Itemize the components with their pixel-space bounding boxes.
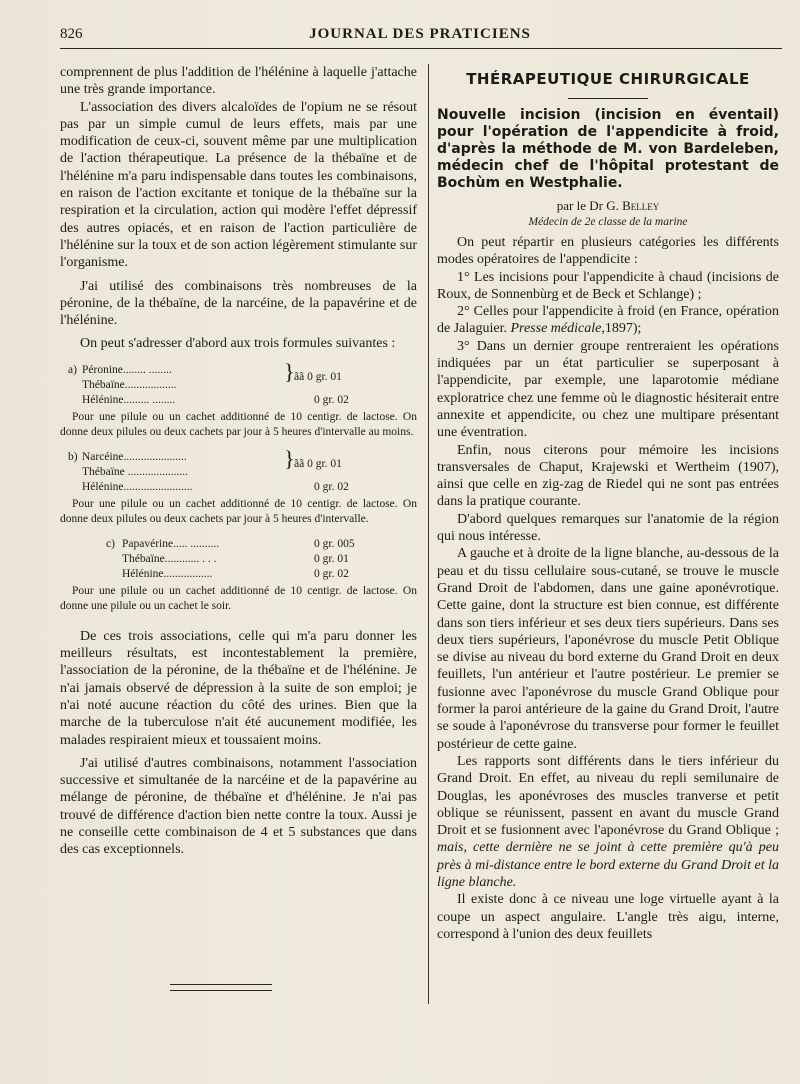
formula-a <box>60 358 417 440</box>
author-name: G. Belley <box>606 198 660 213</box>
ingredient: Hélénine........................ <box>82 480 193 493</box>
text: Les rapports sont différents dans le tiers inférieur du Grand Droit. En effet, au niveau du repli semilunaire de Douglas, les aponévroses des muscles tranverse et petit oblique se réunissent, passent en avant du muscle Grand Droit et se fusionnent avec l'aponévrose du Grand Oblique ; <box>437 753 779 839</box>
author-role: Médecin de 2e classe de la marine <box>528 216 688 228</box>
paragraph: comprennent de plus l'addition de l'hélénine à laquelle j'attache une très grande importance. <box>60 65 417 98</box>
paragraph: De ces trois associations, celle qui m'a paru donner les meilleurs résultats, est incontestablement la première, l'association de la péronine, de la thébaïne et de l'hélénine. Je n'ai jamais observé de dépression à la suite de son emploi; je n'ai noté aucune réaction du côté des urines. Bien que la marche de la tuberculose n'ait été aucunement modifiée, les malades respiraient mieux et toussaient moins. <box>60 628 417 748</box>
paragraph <box>437 303 779 338</box>
dose: 0 gr. 005 <box>314 537 355 550</box>
emphasis: mais, cette dernière ne se joint à cette première qu'à peu près à mi-distance entre le bord externe du Grand Droit et la ligne blanche. <box>437 840 779 890</box>
formula-note: Pour une pilule ou un cachet additionné de 10 centigr. de lactose. On donne une pilule ou un cachet le soir. <box>60 584 417 612</box>
paragraph: A gauche et à droite de la ligne blanche, au-dessous de la peau et du tissu cellulaire sous-cutané, se trouve le muscle Grand Droit de l'abdomen, dans une gaine aponévrotique. Cette gaine, dont la structure est bien connue, est différente dans son tiers inférieur et ses deux tiers supérieurs. Dans ses deux tiers supérieurs, l'aponévrose du muscle Petit Oblique se divise au niveau du bord externe du Grand Droit en deux feuillets, l'un antérieur et l'autre postérieur. Le premier se fusionne avec l'aponévrose du muscle Grand Oblique pour former la paroi antérieure de la gaine du Grand Droit, l'autre se soude à l'aponévrose du transverse pour former le feuillet postérieur de cette gaine. <box>437 546 779 752</box>
ingredient: Papavérine..... .......... <box>122 537 220 550</box>
formula-note: Pour une pilule ou un cachet additionné de 10 centigr. de lactose. On donne deux pilules ou deux cachets par jour à 5 heures d'intervalle au moins. <box>60 410 417 438</box>
left-column <box>60 64 417 859</box>
right-column <box>437 64 779 943</box>
ingredient: Hélénine......... ........ <box>82 393 176 406</box>
header-rule <box>60 48 782 49</box>
ingredient: Péronine........ ........ <box>82 363 172 376</box>
ingredient: Thébaïne.................. <box>82 378 177 391</box>
paragraph: J'ai utilisé d'autres combinaisons, notamment l'association successive et simultanée de la narcéine et de la papavérine au mélange de péronine, de thébaïne et d'hélénine. Je n'ai pas trouvé de différence d'action bien nette contre la toux. Aussi je ne conseille cette combinaison de 4 et 5 substances que dans des cas exceptionnels. <box>60 755 417 858</box>
section-heading: THÉRAPEUTIQUE CHIRURGICALE <box>466 70 750 88</box>
column-divider <box>428 64 429 1004</box>
dose: 0 gr. 02 <box>314 393 349 406</box>
dose: 0 gr. 02 <box>314 480 349 493</box>
byline <box>437 198 779 214</box>
paragraph: 1° Les incisions pour l'appendicite à chaud (incisions de Roux, de Sonnenbùrg et de Beck et Schlange) ; <box>437 269 779 302</box>
formula-label: a) <box>68 363 77 376</box>
end-rule <box>170 984 272 991</box>
paragraph: 3° Dans un dernier groupe rentreraient les opérations indiquées par un état particulier se superposant à l'appendicite, par exemple, une laparotomie médiane exploratrice chez une femme où le diagnostic hésiterait entre annexite et appendicite, ou chez une multipare présentant une éventration. <box>437 338 779 441</box>
formula-note: Pour une pilule ou un cachet additionné de 10 centigr. de lactose. On donne deux pilules ou deux cachets par jour à 5 heures d'intervalle. <box>60 497 417 525</box>
formula-b <box>60 445 417 527</box>
formula-label: b) <box>68 450 78 463</box>
journal-title: JOURNAL DES PRATICIENS <box>309 26 531 42</box>
byline-prefix: par le Dr <box>556 198 603 213</box>
ingredient: Thébaïne ..................... <box>82 465 189 478</box>
paragraph: On peut s'adresser d'abord aux trois formules suivantes : <box>80 336 396 352</box>
citation: Presse médicale <box>510 321 602 337</box>
paragraph <box>437 753 779 891</box>
page-number: 826 <box>60 26 83 42</box>
ingredient: Thébaïne............ . . . <box>122 552 217 565</box>
formula-c <box>60 537 417 614</box>
paragraph: L'association des divers alcaloïdes de l'opium ne se résout pas par un simple cumul de leurs effets, mais par une modification de ceux-ci, souvent même par une multiplication de l'action thérapeutique. La présence de la thébaïne et de l'hélénine m'a paru indispensable dans toutes les combinaisons, en raison de l'action excitante et tonique de la thébaïne sur la respiration et la circulation, action qui modère l'effet dépressif des autres opiacés, et en raison de l'action particulière de l'hélénine sur la toux et de son action légèrement stimulante sur l'organisme. <box>60 99 417 271</box>
text: ,1897); <box>601 321 642 337</box>
article-title: Nouvelle incision (incision en éventail) pour l'opération de l'appendicite à froid, d'après la méthode de M. von Bardeleben, médecin chef de l'hôpital protestant de Bochùm en Westphalie. <box>437 107 779 191</box>
dose: ãã 0 gr. 01 <box>294 370 342 383</box>
paragraph: J'ai utilisé des combinaisons très nombreuses de la péronine, de la thébaïne, de la narcéine, de la papavérine et de l'hélénine. <box>60 278 417 329</box>
dose: 0 gr. 01 <box>314 552 349 565</box>
text: 2° Celles pour l'appendicite à froid (en France, opération de Jalaguier. <box>437 304 779 337</box>
formula-label: c) <box>106 537 115 550</box>
paragraph: Il existe donc à ce niveau une loge virtuelle ayant à la coupe un aspect angulaire. L'angle très aigu, interne, correspond à l'union des deux feuillets <box>437 892 779 942</box>
dose: 0 gr. 02 <box>314 567 349 580</box>
ingredient: Hélénine................. <box>122 567 213 580</box>
brace: } <box>284 358 295 384</box>
paragraph: D'abord quelques remarques sur l'anatomie de la région qui nous intéresse. <box>437 511 779 545</box>
section-rule <box>568 98 648 99</box>
running-header <box>60 26 780 48</box>
ingredient: Narcéine...................... <box>82 450 187 463</box>
dose: ãã 0 gr. 01 <box>294 457 342 470</box>
brace: } <box>284 445 295 471</box>
paragraph: Enfin, nous citerons pour mémoire les incisions transversales de Chaput, Krajewski et Wertheim (1907), ainsi que celle en zig-zag de Riedel qui ne sont pas entrées dans la pratique courante. <box>437 442 779 510</box>
paragraph: On peut répartir en plusieurs catégories les différents modes opératoires de l'appendicite : <box>437 235 779 268</box>
